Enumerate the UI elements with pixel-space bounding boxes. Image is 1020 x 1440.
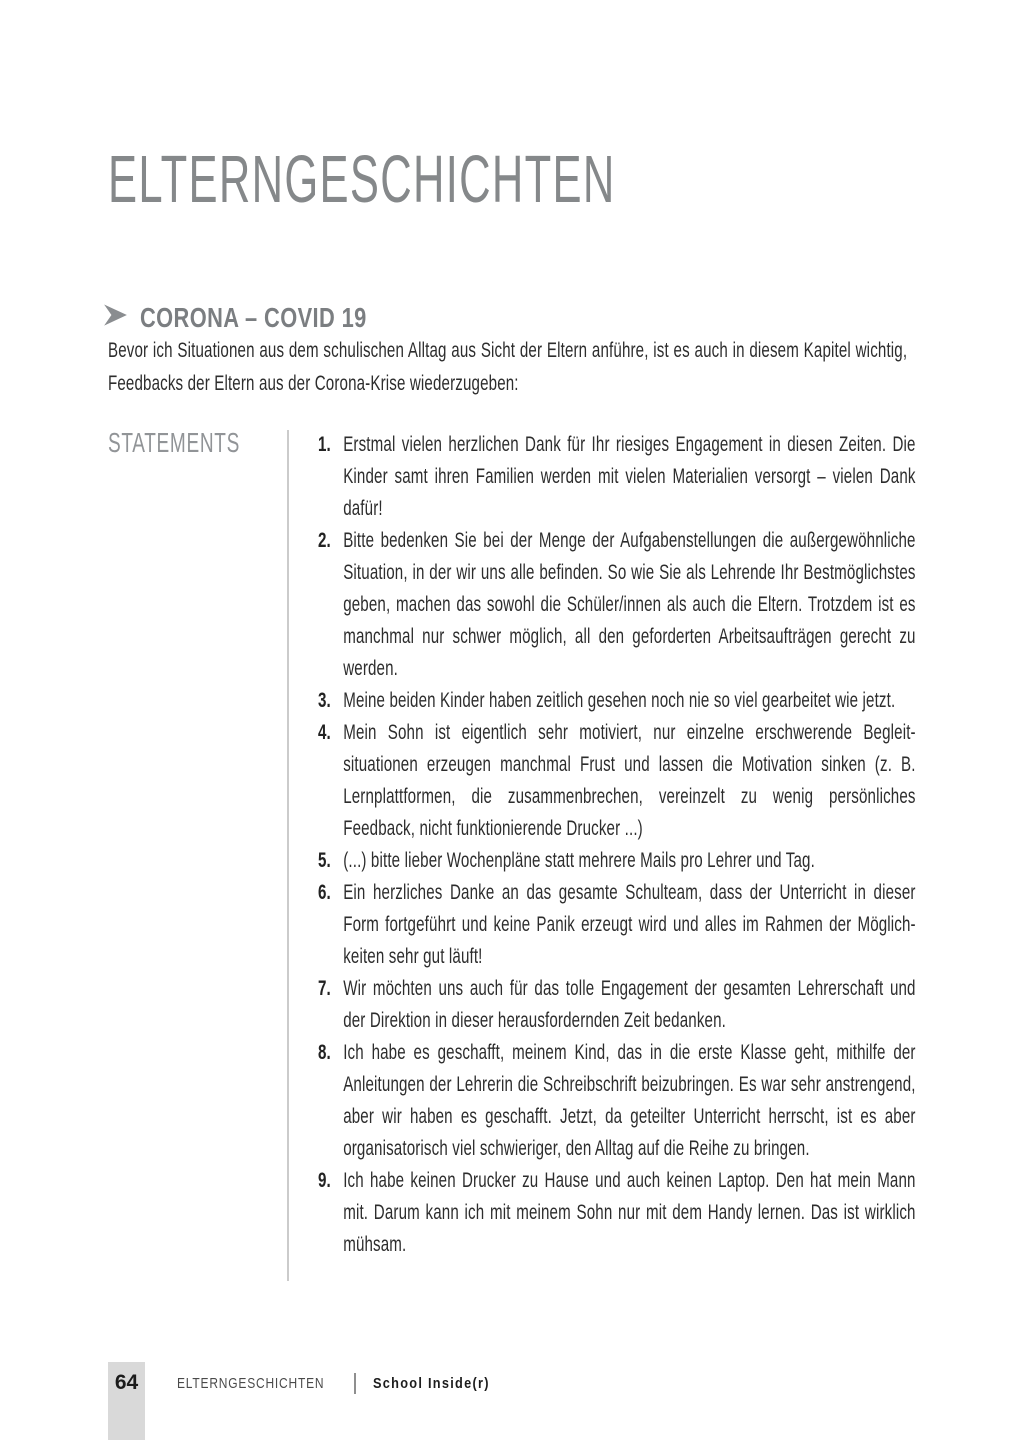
footer [177,1372,511,1394]
statement-item: Bitte bedenken Sie bei der Menge der Aufgabenstellungen die außergewöhnliche Situation, in der wir uns alle befinden. So wie Sie als Lehrende Ihr Bestmöglichstes geben, machen das sowohl die Schüler/innen als auch die Eltern. Trotzdem ist es manchmal nur schwer möglich, all den geforderten Arbeitsaufträgen gerecht zu werden. [343,529,916,680]
footer-book-title: School Inside(r) [373,1374,490,1392]
statements-label: STATEMENTS [108,427,240,458]
statements-list [318,429,916,1261]
statement-item: Ich habe keinen Drucker zu Hause und auch keinen Laptop. Den hat mein Mann mit. Darum kann ich mit meinem Sohn nur mit dem Handy lernen. Das ist wirklich mühsam. [343,1169,916,1256]
statement-item: Erstmal vielen herzlichen Dank für Ihr riesiges Engagement in diesen Zeiten. Die Kinder samt ihren Familien werden mit vielen Materialien versorgt – vielen Dank dafür! [343,433,916,520]
statement-item: Meine beiden Kinder haben zeitlich gesehen noch nie so viel gearbeitet wie jetzt. [343,689,896,712]
statement-item: Mein Sohn ist eigentlich sehr motiviert, nur einzelne erschwerende Begleitsituationen erzeugen manchmal Frust und lassen die Motivation sinken (z. B. Lernplattformen, die zusammenbrechen, vereinzelt zu wenig persönliches Feedback, nicht funktionierende Drucker ...) [343,721,916,840]
statement-item: (...) bitte lieber Wochenpläne statt mehrere Mails pro Lehrer und Tag. [343,849,815,872]
footer-divider [354,1373,356,1394]
section-heading: CORONA – COVID 19 [140,301,367,333]
chevron-right-icon [102,302,129,333]
section-intro-paragraph: Bevor ich Situationen aus dem schulischen Alltag aus Sicht der Eltern anführe, ist es auch in diesem Kapitel wichtig, Feedbacks der Eltern aus der Corona-Krise wiederzugeben: [108,339,908,395]
statement-item: Wir möchten uns auch für das tolle Engagement der gesamten Lehrerschaft und der Direktion in dieser herausfordernden Zeit bedanken. [343,977,916,1032]
section-head [102,302,431,333]
statement-item: Ein herzliches Danke an das gesamte Schulteam, dass der Unterricht in dieser Form fortgeführt und keine Panik erzeugt wird und alles im Rahmen der Möglichkeiten sehr gut läuft! [343,881,916,968]
footer-chapter-label: ELTERNGESCHICHTEN [177,1374,325,1392]
statement-item: Ich habe es geschafft, meinem Kind, das in die erste Klasse geht, mithilfe der Anleitungen der Lehrerin die Schreibschrift beizubringen. Es war sehr anstrengend, aber wir haben es geschafft. Jetzt, da geteilter Unterricht herrscht, ist es aber organisatorisch viel schwieriger, den Alltag auf die Reihe zu bringen. [343,1041,916,1160]
vertical-divider [287,430,289,1281]
page-number: 64 [114,1371,139,1394]
page-title: ELTERNGESCHICHTEN [108,142,616,217]
